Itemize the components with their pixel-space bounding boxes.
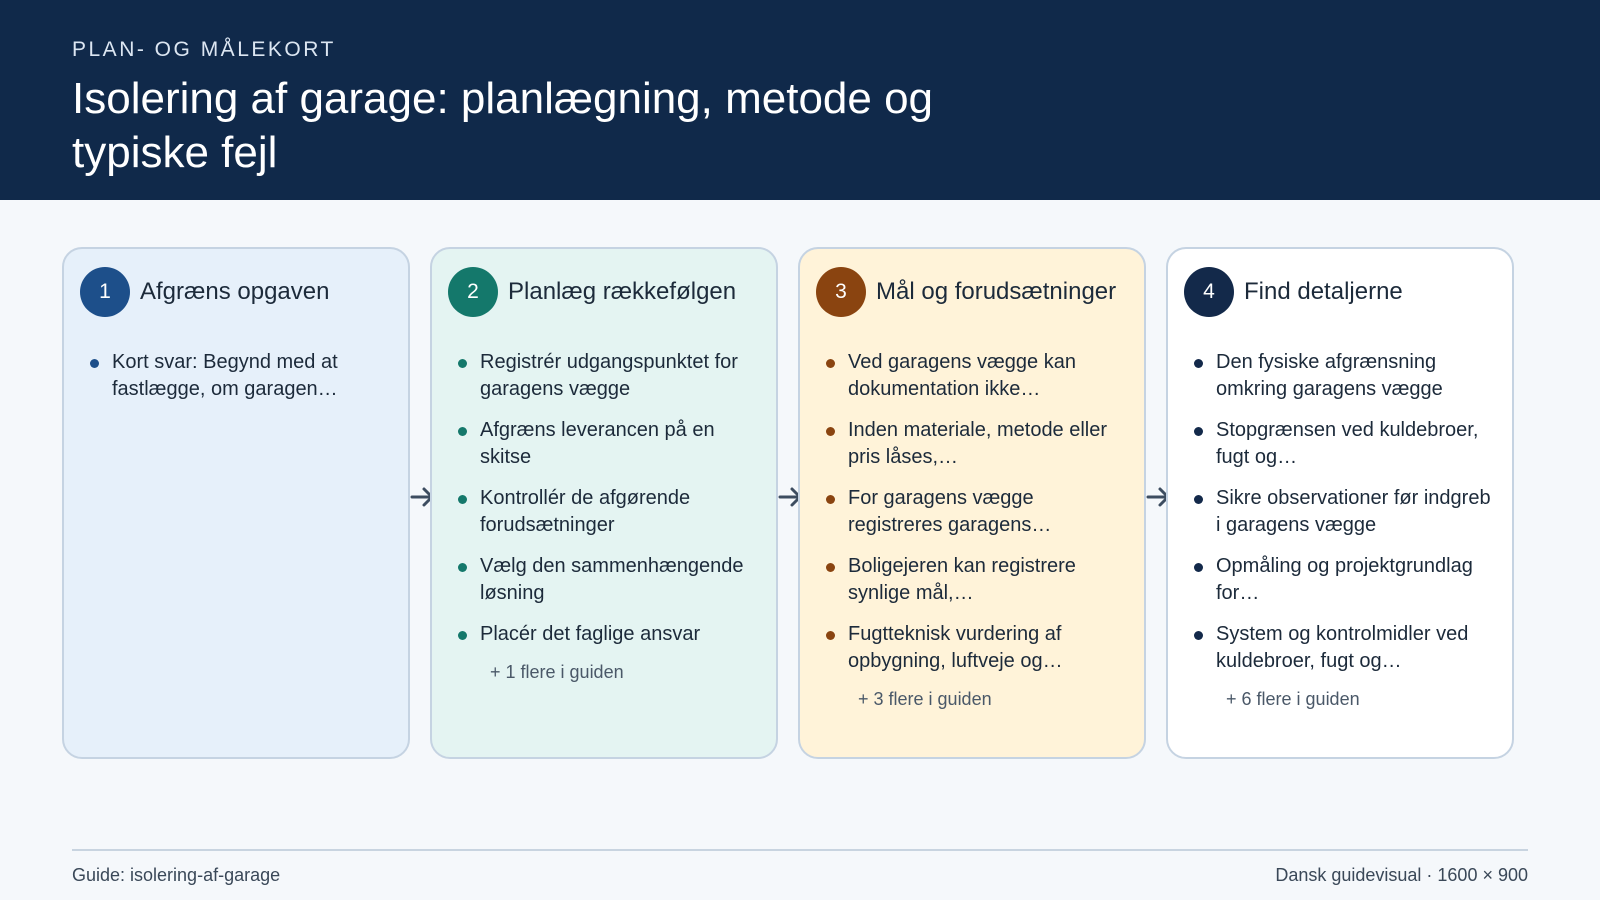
list-item-text: Ved garagens vægge kan dokumentation ikke… — [848, 351, 1076, 400]
list-item — [826, 621, 1128, 675]
list-item-text: Sikre observationer før indgreb i garagens vægge — [1216, 487, 1491, 536]
list-item — [458, 485, 760, 539]
list-item-text: Afgræns leverancen på en skitse — [480, 419, 715, 468]
list-item-text: For garagens vægge registreres garagens… — [848, 487, 1052, 536]
list-item-text: Kort svar: Begynd med at fastlægge, om garagen… — [112, 351, 338, 400]
card-bullet-list — [448, 349, 760, 648]
card-header — [816, 267, 1128, 317]
step-number-badge: 1 — [80, 267, 130, 317]
list-item — [826, 485, 1128, 539]
card-title: Find detaljerne — [1244, 278, 1403, 305]
bullet-dot-icon — [90, 359, 99, 368]
list-item-text: Stopgrænsen ved kuldebroer, fugt og… — [1216, 419, 1479, 468]
bullet-dot-icon — [826, 631, 835, 640]
list-item — [1194, 349, 1496, 403]
bullet-dot-icon — [826, 495, 835, 504]
bullet-dot-icon — [458, 359, 467, 368]
list-item-text: System og kontrolmidler ved kuldebroer, fugt og… — [1216, 623, 1469, 672]
list-item — [1194, 621, 1496, 675]
list-item — [1194, 485, 1496, 539]
card-title: Planlæg rækkefølgen — [508, 278, 737, 305]
card-bullet-list — [1184, 349, 1496, 675]
bullet-dot-icon — [826, 359, 835, 368]
list-item — [458, 417, 760, 471]
card-bullet-list — [816, 349, 1128, 675]
card-title: Mål og forudsætninger — [876, 278, 1117, 305]
list-item — [1194, 417, 1496, 471]
step-card-1 — [62, 247, 410, 759]
page-title: Isolering af garage: planlægning, metode og typiske fejl — [72, 74, 934, 177]
bullet-dot-icon — [1194, 563, 1203, 572]
bullet-dot-icon — [1194, 495, 1203, 504]
bullet-dot-icon — [458, 495, 467, 504]
list-item — [458, 349, 760, 403]
list-item — [826, 417, 1128, 471]
list-item-text: Boligejeren kan registrere synlige mål,… — [848, 555, 1076, 604]
list-item-text: Vælg den sammenhængende løsning — [480, 555, 744, 604]
list-item-text: Registrér udgangspunktet for garagens vægge — [480, 351, 738, 400]
step-cards — [62, 247, 1540, 759]
list-item — [458, 621, 760, 648]
bullet-dot-icon — [1194, 359, 1203, 368]
footer-guide-label: Guide: isolering-af-garage — [72, 865, 281, 885]
step-number-badge: 3 — [816, 267, 866, 317]
footer-divider — [72, 849, 1528, 851]
more-in-guide-note: + 3 flere i guiden — [858, 689, 992, 709]
list-item-text: Den fysiske afgrænsning omkring garagens vægge — [1216, 351, 1443, 400]
list-item-text: Inden materiale, metode eller pris låses,… — [848, 419, 1108, 468]
more-in-guide-note: + 6 flere i guiden — [1226, 689, 1360, 709]
step-number-badge: 2 — [448, 267, 498, 317]
footer-format-label: Dansk guidevisual · 1600 × 900 — [1275, 865, 1528, 885]
bullet-dot-icon — [826, 563, 835, 572]
list-item-text: Kontrollér de afgørende forudsætninger — [480, 487, 691, 536]
card-title: Afgræns opgaven — [140, 278, 330, 305]
bullet-dot-icon — [458, 563, 467, 572]
bullet-dot-icon — [458, 427, 467, 436]
step-number-badge: 4 — [1184, 267, 1234, 317]
bullet-dot-icon — [1194, 427, 1203, 436]
step-card-2 — [430, 247, 778, 759]
list-item-text: Opmåling og projektgrundlag for… — [1216, 555, 1473, 604]
list-item-text: Fugtteknisk vurdering af opbygning, luftveje og… — [848, 623, 1063, 672]
card-bullet-list — [80, 349, 392, 403]
card-header — [80, 267, 392, 317]
list-item — [458, 553, 760, 607]
eyebrow-label: PLAN- OG MÅLEKORT — [72, 38, 336, 61]
card-header — [448, 267, 760, 317]
list-item — [826, 553, 1128, 607]
bullet-dot-icon — [458, 631, 467, 640]
card-header — [1184, 267, 1496, 317]
bullet-dot-icon — [1194, 631, 1203, 640]
list-item — [1194, 553, 1496, 607]
bullet-dot-icon — [826, 427, 835, 436]
more-in-guide-note: + 1 flere i guiden — [490, 662, 624, 682]
list-item — [826, 349, 1128, 403]
list-item — [90, 349, 392, 403]
step-card-3 — [798, 247, 1146, 759]
step-card-4 — [1166, 247, 1514, 759]
header-banner — [0, 0, 1600, 200]
list-item-text: Placér det faglige ansvar — [480, 623, 701, 645]
